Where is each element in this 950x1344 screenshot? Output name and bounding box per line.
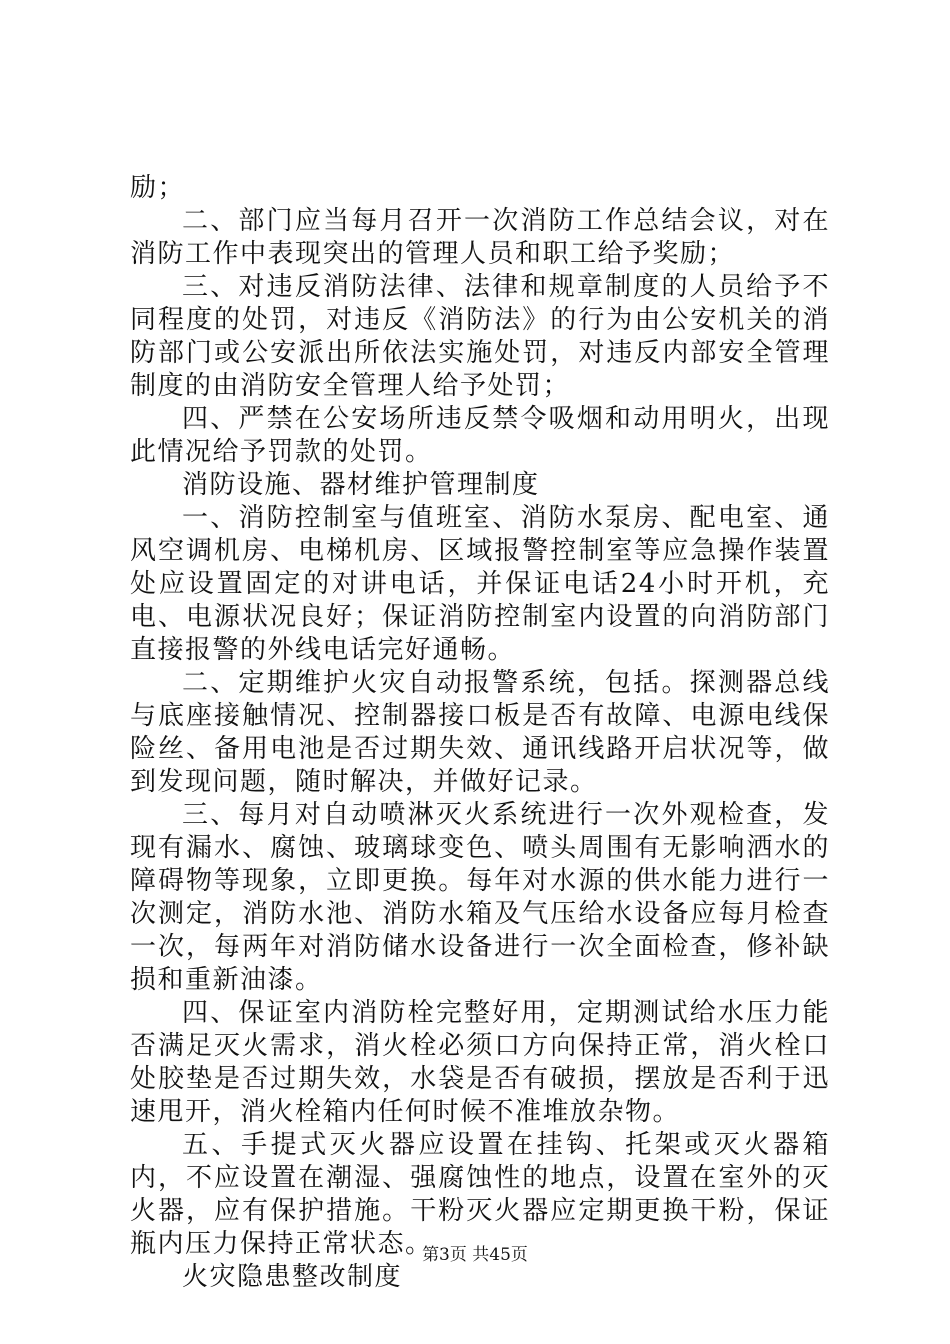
paragraph-extinguishers: 五、手提式灭火器应设置在挂钩、托架或灭火器箱内，不应设置在潮湿、强腐蚀性的地点，设置在室外的灭火器，应有保护措施。干粉灭火器应定期更换干粉，保证瓶内压力保持正常状态。 <box>130 1130 830 1259</box>
paragraph-reward-meeting: 二、部门应当每月召开一次消防工作总结会议，对在消防工作中表现突出的管理人员和职工给予奖励； <box>130 206 830 269</box>
page-number-footer: 第3页 共45页 <box>422 1245 528 1265</box>
section-heading-hazard-rectification: 火灾隐患整改制度 <box>182 1262 403 1292</box>
paragraph-sprinkler-system: 三、每月对自动喷淋灭火系统进行一次外观检查，发现有漏水、腐蚀、玻璃球变色、喷头周围有无影响洒水的障碍物等现象，立即更换。每年对水源的供水能力进行一次测定，消防水池、消防水箱及气压给水设备应每月检查一次，每两年对消防储水设备进行一次全面检查，修补缺损和重新油漆。 <box>130 800 830 995</box>
paragraph-intercom-phones: 一、消防控制室与值班室、消防水泵房、配电室、通风空调机房、电梯机房、区域报警控制室等应急操作装置处应设置固定的对讲电话，并保证电话24小时开机，充电、电源状况良好；保证消防控制室内设置的向消防部门直接报警的外线电话完好通畅。 <box>130 503 830 665</box>
paragraph-penalty-rules: 三、对违反消防法律、法律和规章制度的人员给予不同程度的处罚，对违反《消防法》的行为由公安机关的消防部门或公安派出所依法实施处罚，对违反内部安全管理制度的由消防安全管理人给予处罚； <box>130 272 830 401</box>
paragraph-fire-hydrant: 四、保证室内消防栓完整好用，定期测试给水压力能否满足灭火需求，消火栓必须口方向保持正常，消火栓口处胶垫是否过期失效，水袋是否有破损，摆放是否利于迅速甩开，消火栓箱内任何时候不准堆放杂物。 <box>130 998 830 1127</box>
paragraph-continuation: 励； <box>130 173 186 203</box>
paragraph-smoking-ban: 四、严禁在公安场所违反禁令吸烟和动用明火，出现此情况给予罚款的处罚。 <box>130 404 830 467</box>
document-body <box>130 172 830 1294</box>
paragraph-fire-alarm-system: 二、定期维护火灾自动报警系统，包括。探测器总线与底座接触情况、控制器接口板是否有故障、电源电线保险丝、备用电池是否过期失效、通讯线路开启状况等，做到发现问题，随时解决，并做好记录。 <box>130 668 830 797</box>
section-heading-facility-maintenance: 消防设施、器材维护管理制度 <box>182 470 540 500</box>
